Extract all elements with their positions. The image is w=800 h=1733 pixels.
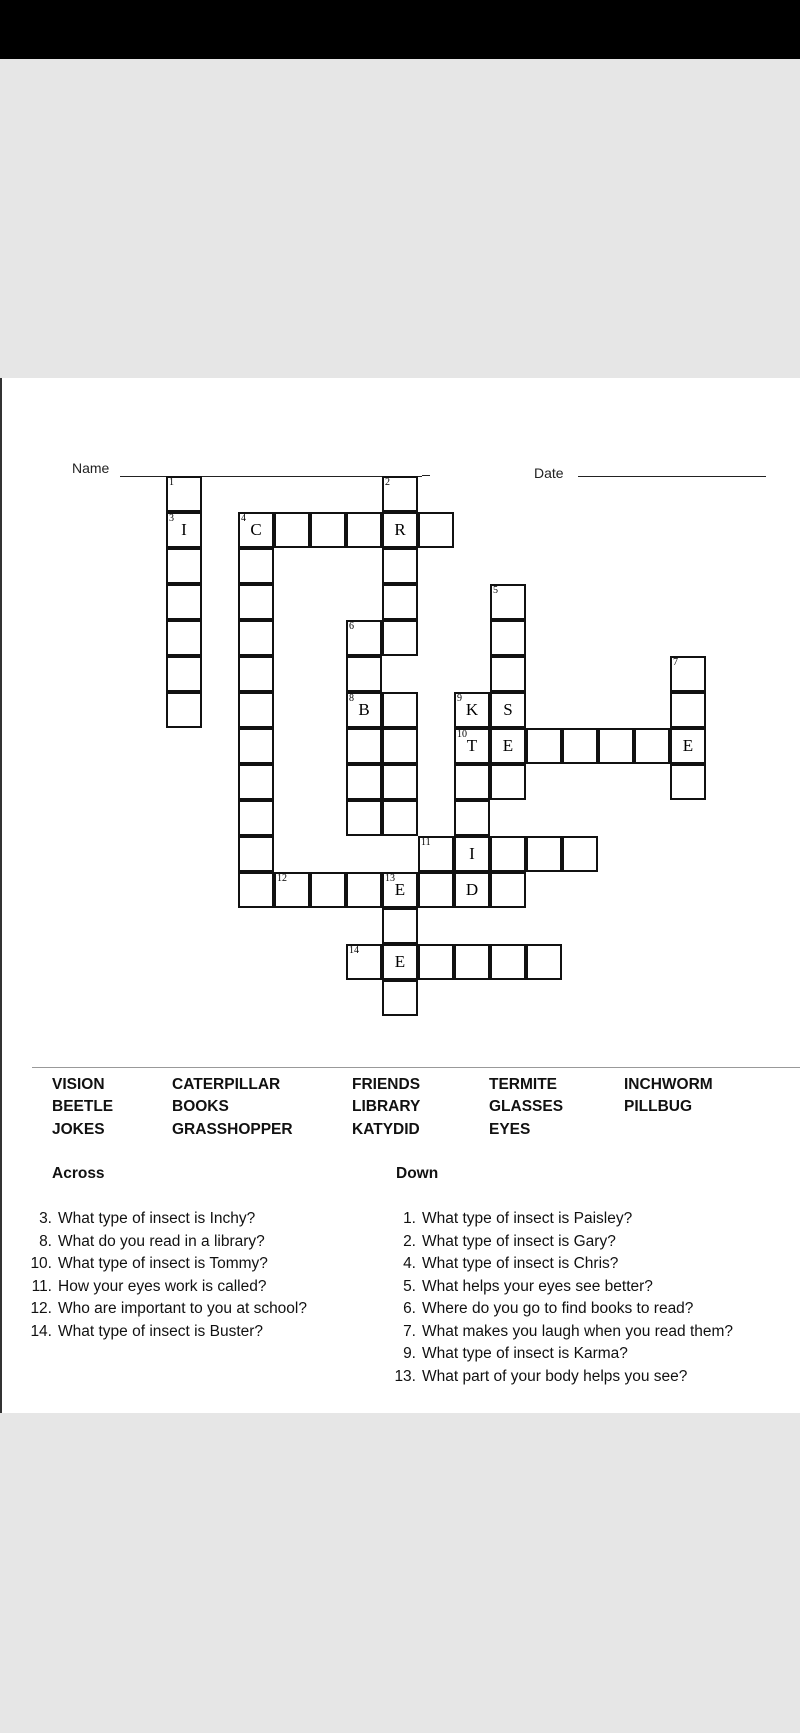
- clue-text: What helps your eyes see better?: [422, 1277, 653, 1295]
- clue-text: What makes you laugh when you read them?: [422, 1322, 734, 1340]
- crossword-cell[interactable]: [238, 836, 274, 872]
- crossword-cell[interactable]: [238, 764, 274, 800]
- crossword-cell[interactable]: [382, 728, 418, 764]
- crossword-cell[interactable]: [454, 692, 490, 728]
- clue-item: [388, 1368, 687, 1386]
- word-bank-item: PILLBUG: [624, 1098, 693, 1115]
- crossword-cell[interactable]: [382, 872, 418, 908]
- crossword-cell[interactable]: [382, 944, 418, 980]
- crossword-cell[interactable]: [166, 512, 202, 548]
- section-divider: [32, 1067, 800, 1068]
- crossword-cell[interactable]: [346, 872, 382, 908]
- down-heading: Down: [396, 1165, 439, 1182]
- clue-text: What type of insect is Chris?: [422, 1255, 619, 1272]
- clue-number: 11: [421, 837, 431, 848]
- worksheet-page: [0, 378, 800, 1413]
- crossword-cell[interactable]: [454, 800, 490, 836]
- word-bank-item: LIBRARY: [352, 1098, 421, 1115]
- crossword-cell[interactable]: [490, 728, 526, 764]
- clue-number: 7: [673, 657, 678, 668]
- name-label: Name: [72, 460, 110, 476]
- crossword-cell[interactable]: [454, 944, 490, 980]
- clue-item: [24, 1278, 266, 1296]
- cell-letter: S: [503, 700, 513, 719]
- clue-num: 9.: [403, 1345, 416, 1362]
- clue-num: 8.: [39, 1232, 52, 1250]
- clue-number: 6: [349, 621, 354, 632]
- word-bank-item: TERMITE: [489, 1076, 558, 1093]
- clue-item: [388, 1323, 733, 1341]
- cell-letter: E: [394, 880, 406, 899]
- crossword-cell[interactable]: [454, 872, 490, 908]
- clue-item: [388, 1210, 632, 1228]
- word-bank-item: CATERPILLAR: [172, 1076, 281, 1093]
- cell-letter: T: [466, 736, 478, 755]
- crossword-cell[interactable]: [418, 512, 454, 548]
- crossword-cell[interactable]: [346, 944, 382, 980]
- cell-letter: E: [682, 736, 694, 755]
- crossword-cell[interactable]: [238, 584, 274, 620]
- crossword-cell[interactable]: [238, 872, 274, 908]
- crossword-cell[interactable]: [526, 836, 562, 872]
- clue-number: 4: [241, 513, 246, 524]
- clue-num: 5.: [403, 1277, 416, 1295]
- crossword-cell[interactable]: [166, 476, 202, 512]
- crossword-cell[interactable]: [346, 656, 382, 692]
- crossword-cell[interactable]: [490, 692, 526, 728]
- crossword-cell[interactable]: [382, 908, 418, 944]
- cell-letter: E: [502, 736, 514, 755]
- cell-letter: R: [394, 520, 406, 539]
- crossword-cell[interactable]: [310, 872, 346, 908]
- crossword-cell[interactable]: [490, 944, 526, 980]
- crossword-cell[interactable]: [274, 872, 310, 908]
- top-bar: [0, 0, 800, 59]
- clue-num: 1.: [403, 1210, 416, 1227]
- crossword-cell[interactable]: [490, 872, 526, 908]
- cell-letter: C: [250, 520, 262, 539]
- date-label: Date: [534, 465, 564, 481]
- clue-item: [388, 1233, 616, 1251]
- cell-letter: I: [181, 520, 187, 539]
- crossword-cell[interactable]: [382, 584, 418, 620]
- crossword-cell[interactable]: [382, 692, 418, 728]
- clue-num: 6.: [403, 1300, 416, 1317]
- crossword-cell[interactable]: [670, 656, 706, 692]
- cell-letter: I: [469, 844, 475, 863]
- clue-text: What type of insect is Buster?: [58, 1322, 264, 1340]
- crossword-cell[interactable]: [598, 728, 634, 764]
- clue-number: 5: [493, 585, 498, 596]
- crossword-cell[interactable]: [346, 800, 382, 836]
- crossword-cell[interactable]: [418, 944, 454, 980]
- crossword-cell[interactable]: [166, 584, 202, 620]
- clue-item: [388, 1345, 628, 1363]
- word-bank-item: JOKES: [52, 1121, 105, 1138]
- clue-text: What part of your body helps you see?: [422, 1367, 688, 1385]
- word-bank-item: EYES: [489, 1121, 531, 1138]
- crossword-cell[interactable]: [346, 512, 382, 548]
- clue-item: [388, 1255, 618, 1273]
- crossword-cell[interactable]: [238, 656, 274, 692]
- clue-item: [24, 1255, 268, 1273]
- clue-number: 14: [349, 945, 359, 956]
- clue-num: 14.: [30, 1322, 52, 1340]
- crossword-cell[interactable]: [526, 728, 562, 764]
- clue-item: [24, 1323, 263, 1341]
- crossword-cell[interactable]: [418, 836, 454, 872]
- crossword-cell[interactable]: [382, 476, 418, 512]
- clue-num: 7.: [403, 1322, 416, 1340]
- word-bank-item: GRASSHOPPER: [172, 1121, 293, 1138]
- cell-letter: B: [358, 700, 370, 719]
- crossword-cell[interactable]: [310, 512, 346, 548]
- crossword-cell[interactable]: [346, 728, 382, 764]
- clue-number: 12: [277, 873, 287, 884]
- crossword-cell[interactable]: [670, 764, 706, 800]
- word-bank-item: INCHWORM: [624, 1076, 713, 1093]
- crossword-cell[interactable]: [382, 764, 418, 800]
- crossword-cell[interactable]: [382, 800, 418, 836]
- crossword-cell[interactable]: [490, 620, 526, 656]
- cell-letter: K: [465, 700, 479, 719]
- crossword-cell[interactable]: [526, 944, 562, 980]
- clue-text: What type of insect is Inchy?: [58, 1210, 256, 1227]
- crossword-cell[interactable]: [490, 656, 526, 692]
- clue-text: Where do you go to find books to read?: [422, 1300, 694, 1317]
- clue-number: 13: [385, 873, 395, 884]
- clue-text: What type of insect is Paisley?: [422, 1210, 633, 1227]
- clue-number: 9: [457, 693, 462, 704]
- clue-number: 2: [385, 477, 390, 488]
- word-bank-item: BOOKS: [172, 1098, 229, 1115]
- word-bank-item: GLASSES: [489, 1098, 564, 1115]
- crossword-cell[interactable]: [490, 764, 526, 800]
- crossword-cell[interactable]: [166, 620, 202, 656]
- crossword-cell[interactable]: [670, 692, 706, 728]
- crossword-cell[interactable]: [274, 512, 310, 548]
- clue-num: 10.: [30, 1255, 52, 1272]
- across-heading: Across: [52, 1165, 105, 1182]
- crossword-cell[interactable]: [238, 728, 274, 764]
- crossword-grid: [2, 378, 800, 1058]
- crossword-cell[interactable]: [454, 728, 490, 764]
- clue-text: What type of insect is Tommy?: [58, 1255, 268, 1272]
- crossword-cell[interactable]: [166, 656, 202, 692]
- crossword-cell[interactable]: [346, 620, 382, 656]
- clue-text: What type of insect is Karma?: [422, 1345, 628, 1362]
- word-bank-item: KATYDID: [352, 1121, 420, 1138]
- clue-num: 3.: [39, 1210, 52, 1227]
- crossword-cell[interactable]: [166, 548, 202, 584]
- clue-item: [24, 1210, 255, 1228]
- crossword-cell[interactable]: [166, 692, 202, 728]
- crossword-cell[interactable]: [418, 872, 454, 908]
- clue-num: 4.: [403, 1255, 416, 1272]
- crossword-cell[interactable]: [670, 728, 706, 764]
- crossword-cell[interactable]: [454, 764, 490, 800]
- crossword-cell[interactable]: [490, 836, 526, 872]
- crossword-cell[interactable]: [346, 764, 382, 800]
- word-bank-item: FRIENDS: [352, 1076, 421, 1093]
- crossword-cell[interactable]: [382, 548, 418, 584]
- crossword-cell[interactable]: [238, 800, 274, 836]
- crossword-cell[interactable]: [382, 512, 418, 548]
- clue-text: What do you read in a library?: [58, 1232, 265, 1250]
- crossword-cell[interactable]: [562, 836, 598, 872]
- crossword-cell[interactable]: [238, 620, 274, 656]
- clue-num: 12.: [30, 1300, 52, 1317]
- clue-text: How your eyes work is called?: [58, 1277, 267, 1295]
- clue-number: 10: [457, 729, 467, 740]
- crossword-cell[interactable]: [238, 548, 274, 584]
- crossword-cell[interactable]: [346, 692, 382, 728]
- clue-number: 1: [169, 477, 174, 488]
- crossword-cell[interactable]: [382, 980, 418, 1016]
- clue-item: [388, 1278, 653, 1296]
- crossword-cell[interactable]: [634, 728, 670, 764]
- clue-num: 13.: [394, 1367, 416, 1385]
- clue-item: [388, 1300, 693, 1318]
- crossword-cell[interactable]: [382, 620, 418, 656]
- word-bank-item: VISION: [52, 1076, 105, 1093]
- crossword-cell[interactable]: [562, 728, 598, 764]
- crossword-cell[interactable]: [454, 836, 490, 872]
- clue-item: [24, 1300, 307, 1318]
- clue-number: 8: [349, 693, 354, 704]
- cell-letter: E: [394, 952, 406, 971]
- cell-letter: D: [465, 880, 479, 899]
- crossword-cell[interactable]: [238, 512, 274, 548]
- crossword-cell[interactable]: [490, 584, 526, 620]
- clue-num: 11.: [31, 1277, 52, 1295]
- crossword-cell[interactable]: [238, 692, 274, 728]
- clue-num: 2.: [403, 1232, 416, 1250]
- clue-text: Who are important to you at school?: [58, 1300, 307, 1317]
- clue-item: [24, 1233, 265, 1251]
- word-bank-item: BEETLE: [52, 1098, 114, 1115]
- clue-text: What type of insect is Gary?: [422, 1232, 616, 1250]
- clue-number: 3: [169, 513, 174, 524]
